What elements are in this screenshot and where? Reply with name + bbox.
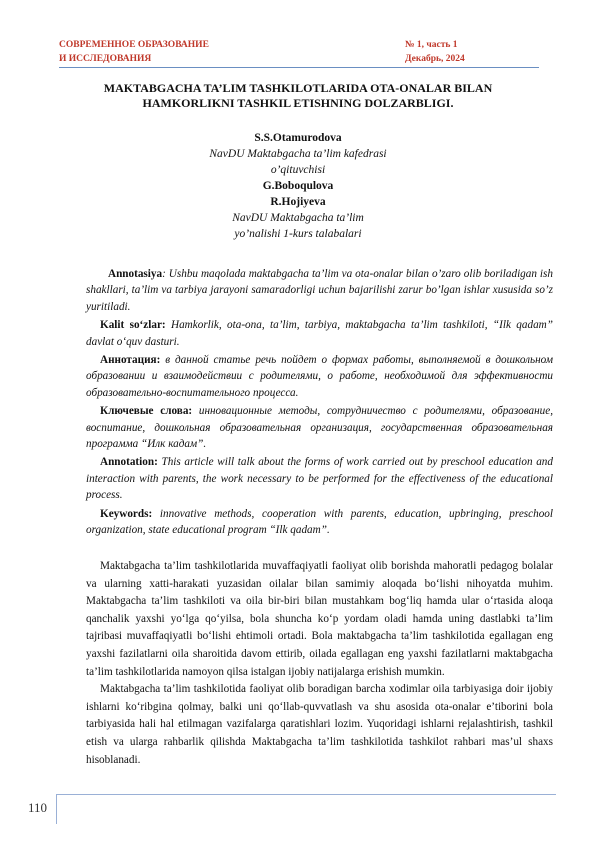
author-name: S.S.Otamurodova [254, 132, 342, 144]
header-divider [59, 67, 539, 68]
author-affiliation: yo’nalishi 1-kurs talabalari [234, 228, 362, 240]
author-name: R.Hojiyeva [270, 196, 326, 208]
footer-divider-vertical [56, 794, 57, 824]
issue-info [405, 38, 465, 66]
abstract-en-label: Annotation: [100, 456, 158, 469]
abstract-uz-label: Annotasiya [108, 268, 163, 280]
author-affiliation: NavDU Maktabgacha ta’lim kafedrasi [209, 148, 387, 160]
abstract-uz [86, 266, 553, 315]
keywords-en-label: Keywords: [100, 507, 153, 520]
title-line1: MAKTABGACHA TA’LIM TASHKILOTLARIDA OTA-ONALAR BILAN [103, 81, 493, 95]
keywords-ru [86, 403, 553, 452]
abstract-en-text: This article will talk about the forms of work carried out by preschool education and interaction with parents, the work necessary to be performed for the effectiveness of the educational process. [86, 456, 553, 502]
abstracts-section [86, 266, 553, 541]
abstract-en [86, 454, 553, 503]
journal-name-line2: И ИССЛЕДОВАНИЯ [59, 54, 152, 64]
abstract-ru-text: в данной статье речь пойдет о формах работы, выполняемой в дошкольном образовании и взаимодействии с родителями, о работе, необходимой для эффективности образовательно-воспитательного процесса. [86, 354, 553, 399]
keywords-ru-text: инновационные методы, сотрудничество с родителями, образование, воспитание, дошкольная образовательная организация, государственная образовательная программа “Илк кадам”. [86, 405, 553, 451]
author-name: G.Boboqulova [262, 180, 334, 192]
keywords-en-text: innovative methods, cooperation with parents, education, upbringing, preschool organization, state educational program “Ilk qadam”. [86, 507, 553, 537]
keywords-ru-label: Ключевые слова: [100, 405, 193, 418]
keywords-uz-label: Kalit so‘zlar: [100, 319, 166, 332]
issue-date: Декабрь, 2024 [405, 54, 465, 64]
abstract-uz-text: : Ushbu maqolada maktabgacha ta’lim va ota-onalar bilan o’zaro olib boriladigan ish shakllari, ta’lim va tarbiya jarayoni samaradorligi uchun bajarilishi zarur bo’lgan ishlar xususida so’z yuritiladi. [86, 268, 553, 313]
journal-name-line1: СОВРЕМЕННОЕ ОБРАЗОВАНИЕ [59, 40, 209, 50]
author-block [150, 130, 446, 242]
keywords-uz [86, 317, 553, 350]
author-affiliation: NavDU Maktabgacha ta’lim [232, 212, 364, 224]
keywords-en [86, 506, 553, 539]
article-body [86, 558, 553, 769]
page-number: 110 [28, 800, 48, 815]
body-paragraph: Maktabgacha ta’lim tashkilotida faoliyat olib boradigan barcha xodimlar oila tarbiyasiga doir ijobiy ishlarni ko‘ribgina qolmay, balki uni qo‘llab-quvvatlash va shu asosida ota-onalar e’tiborini bola tarbiyasida hali hal etilmagan vazifalarga qaratishlari lozim. Yuqoridagi ishlarni rejalashtirish, tashkil etish va ularga rahbarlik qilishda Maktabgacha ta’lim tashkilotida tashkilot rahbari mas’ul shaxs hisoblanadi. [86, 683, 553, 766]
journal-name [59, 38, 209, 66]
abstract-ru [86, 352, 553, 401]
title-line2: HAMKORLIKNI TASHKIL ETISHNING DOLZARBLIGI. [142, 96, 454, 110]
author-affiliation: o’qituvchisi [270, 164, 326, 176]
issue-number: № 1, часть 1 [405, 40, 458, 50]
body-paragraph: Maktabgacha ta’lim tashkilotlarida muvaffaqiyatli faoliyat olib borishda mahoratli pedagog bolalar va ularning xatti-harakati yuzasidan oilalar bilan samimiy aloqada bo‘lishi nihoyatda muhim. Maktabgacha ta’lim tashkiloti va oila bir-biri bilan mustahkam bog‘liq hamda ular o‘rtasida aloqa qanchalik yaxshi yo‘lga qo‘yilsa, bola shuncha ko‘p yordam oladi hamda uning dastlabki ta’lim tajribasi muvaffaqiyatli bo‘lishi ehtimoli ortadi. Bola maktabgacha ta’lim tashkilotida egallagan eng yaxshi fazilatlarni oila sharoitida davom ettirib, oilada egallagan eng yaxshi fazilatlarni maktabgacha ta’lim tashkilotlarida namoyon qilsa istalgan ijobiy natijalarga erishish mumkin. [86, 560, 553, 678]
keywords-uz-text: Hamkorlik, ota-ona, ta’lim, tarbiya, maktabgacha ta’lim tashkiloti, “Ilk qadam” davlat o‘quv dasturi. [86, 319, 553, 348]
abstract-ru-label: Аннотация: [100, 354, 161, 367]
article-title [88, 81, 508, 111]
footer-divider [56, 794, 556, 795]
